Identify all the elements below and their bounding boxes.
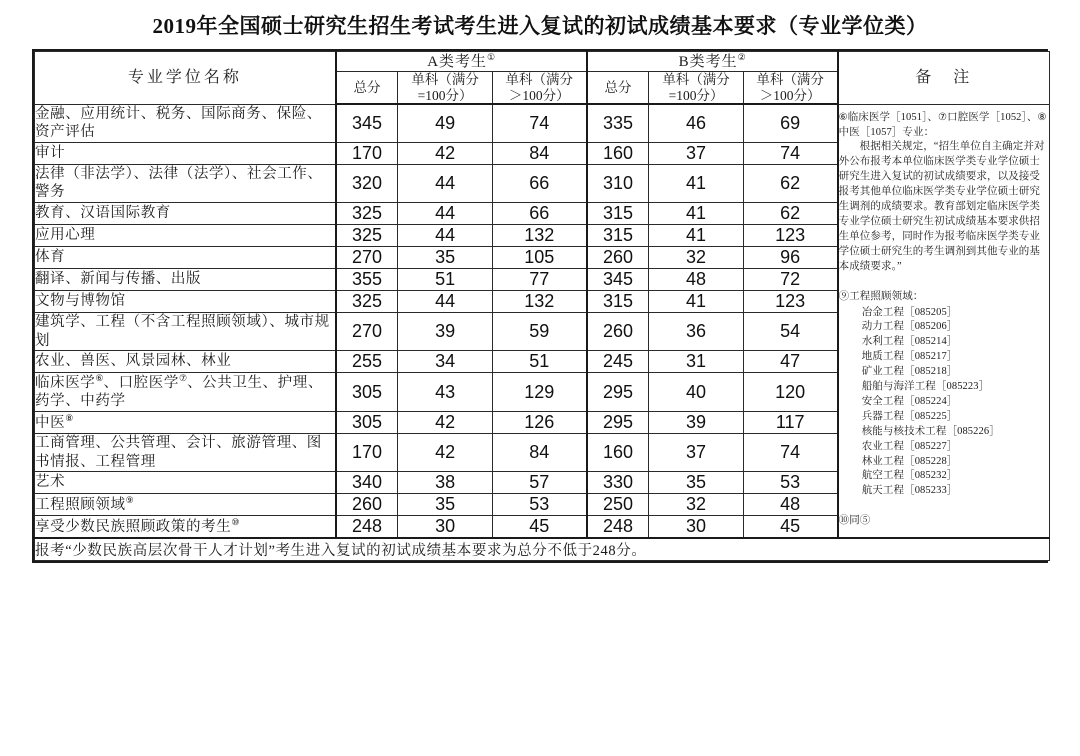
engineering-field-item: 航天工程［085233］ (861, 485, 958, 497)
note-medical-head: ⑥临床医学［1051］、⑦口腔医学［1052］、⑧中医［1057］专业： (838, 111, 1047, 138)
cell-b-single-over100: 47 (743, 351, 837, 373)
header-a-total: 总分 (336, 72, 398, 105)
header-b-single-over100-line2: ＞100分） (759, 87, 821, 103)
cell-b-single-100: 41 (649, 290, 743, 312)
engineering-field-item: 水利工程［085214］ (861, 336, 958, 348)
row-major-name: 艺术 (35, 472, 336, 494)
cell-a-single-100: 34 (398, 351, 492, 373)
row-major-name: 文物与博物馆 (35, 290, 336, 312)
cell-b-total: 160 (587, 142, 649, 164)
cell-a-single-100: 42 (398, 411, 492, 433)
cell-b-total: 295 (587, 373, 649, 412)
cell-a-total: 255 (336, 351, 398, 373)
cell-a-single-over100: 74 (492, 104, 586, 142)
cell-b-single-100: 32 (649, 246, 743, 268)
cell-a-total: 170 (336, 433, 398, 471)
engineering-field-item: 矿业工程［085218］ (861, 366, 958, 378)
header-a-single-over100-line1: 单科（满分 (505, 72, 573, 88)
header-a-single-100 (398, 72, 492, 105)
engineering-field-list (839, 306, 1049, 500)
cell-a-single-100: 42 (398, 433, 492, 471)
header-a-single-100-line1: 单科（满分 (411, 72, 479, 88)
cell-b-total: 315 (587, 224, 649, 246)
row-major-name: 金融、应用统计、税务、国际商务、保险、资产评估 (35, 104, 336, 142)
header-b-single-100 (649, 72, 743, 105)
cell-b-single-over100: 54 (743, 312, 837, 350)
cell-a-single-over100: 132 (492, 224, 586, 246)
cell-a-total: 345 (336, 104, 398, 142)
cell-a-total: 260 (336, 494, 398, 516)
cell-b-single-over100: 74 (743, 433, 837, 471)
cell-b-total: 330 (587, 472, 649, 494)
cell-b-total: 245 (587, 351, 649, 373)
cell-a-single-over100: 126 (492, 411, 586, 433)
header-group-b-superscript: ② (737, 52, 746, 62)
header-group-a (336, 52, 587, 72)
cell-b-single-100: 37 (649, 142, 743, 164)
cell-a-single-100: 35 (398, 246, 492, 268)
score-requirements-table (34, 51, 1050, 561)
cell-b-single-over100: 123 (743, 290, 837, 312)
cell-b-single-over100: 72 (743, 268, 837, 290)
cell-a-single-over100: 66 (492, 202, 586, 224)
row-major-name: 翻译、新闻与传播、出版 (35, 268, 336, 290)
engineering-field-item: 动力工程［085206］ (861, 321, 958, 333)
header-remarks: 备 注 (838, 52, 1050, 105)
cell-b-single-over100: 45 (743, 516, 837, 539)
header-group-b-label: B类考生 (678, 54, 738, 70)
cell-a-total: 270 (336, 246, 398, 268)
cell-a-single-100: 38 (398, 472, 492, 494)
cell-a-single-100: 42 (398, 142, 492, 164)
row-major-name: 享受少数民族照顾政策的考生⑩ (35, 516, 336, 539)
cell-b-single-over100: 69 (743, 104, 837, 142)
cell-b-single-100: 41 (649, 202, 743, 224)
cell-a-single-100: 49 (398, 104, 492, 142)
cell-b-single-over100: 48 (743, 494, 837, 516)
cell-a-total: 170 (336, 142, 398, 164)
remarks-cell (838, 104, 1050, 538)
cell-a-total: 248 (336, 516, 398, 539)
cell-a-total: 340 (336, 472, 398, 494)
header-b-single-over100-line1: 单科（满分 (756, 72, 824, 88)
header-b-single-100-line1: 单科（满分 (662, 72, 730, 88)
cell-a-total: 325 (336, 290, 398, 312)
cell-a-single-over100: 45 (492, 516, 586, 539)
cell-a-total: 305 (336, 411, 398, 433)
cell-b-single-over100: 120 (743, 373, 837, 412)
page-title: 2019年全国硕士研究生招生考试考生进入复试的初试成绩基本要求（专业学位类） (152, 14, 928, 38)
row-major-name: 工商管理、公共管理、会计、旅游管理、图书情报、工程管理 (35, 433, 336, 471)
table-head (35, 52, 1050, 105)
engineering-field-item: 安全工程［085224］ (861, 395, 958, 407)
cell-b-total: 335 (587, 104, 649, 142)
row-major-name: 教育、汉语国际教育 (35, 202, 336, 224)
cell-a-single-100: 43 (398, 373, 492, 412)
cell-b-total: 310 (587, 164, 649, 202)
cell-a-single-100: 44 (398, 202, 492, 224)
cell-a-total: 325 (336, 224, 398, 246)
note-minority: ⑩同⑤ (838, 515, 871, 527)
cell-b-single-100: 36 (649, 312, 743, 350)
header-a-single-over100-line2: ＞100分） (508, 87, 570, 103)
cell-b-single-100: 41 (649, 164, 743, 202)
engineering-field-item: 冶金工程［085205］ (861, 306, 958, 318)
header-group-b (587, 52, 838, 72)
cell-a-single-over100: 84 (492, 142, 586, 164)
header-b-total: 总分 (587, 72, 649, 105)
header-a-single-over100 (492, 72, 586, 105)
note-medical (839, 111, 1049, 275)
cell-b-total: 260 (587, 246, 649, 268)
cell-b-single-over100: 74 (743, 142, 837, 164)
cell-a-single-100: 35 (398, 494, 492, 516)
cell-b-single-100: 48 (649, 268, 743, 290)
cell-a-single-over100: 53 (492, 494, 586, 516)
cell-a-single-100: 44 (398, 290, 492, 312)
cell-a-single-100: 39 (398, 312, 492, 350)
cell-a-single-over100: 59 (492, 312, 586, 350)
cell-b-single-over100: 62 (743, 164, 837, 202)
cell-b-total: 248 (587, 516, 649, 539)
header-a-single-100-line2: =100分） (417, 87, 473, 103)
cell-b-single-100: 41 (649, 224, 743, 246)
row-major-name: 体育 (35, 246, 336, 268)
cell-a-single-over100: 84 (492, 433, 586, 471)
cell-b-single-over100: 123 (743, 224, 837, 246)
cell-a-single-100: 30 (398, 516, 492, 539)
engineering-field-item: 航空工程［085232］ (861, 470, 958, 482)
cell-a-single-over100: 66 (492, 164, 586, 202)
note-engineering-head: ⑨工程照顾领域： (838, 290, 924, 302)
cell-b-single-over100: 62 (743, 202, 837, 224)
header-b-single-over100 (743, 72, 837, 105)
header-major-name: 专业学位名称 (35, 52, 336, 105)
cell-b-single-100: 31 (649, 351, 743, 373)
cell-a-single-100: 51 (398, 268, 492, 290)
row-major-name: 农业、兽医、风景园林、林业 (35, 351, 336, 373)
cell-a-total: 325 (336, 202, 398, 224)
row-major-name: 工程照顾领域⑨ (35, 494, 336, 516)
note-engineering (839, 290, 1049, 500)
header-b-single-100-line2: =100分） (668, 87, 724, 103)
cell-a-total: 305 (336, 373, 398, 412)
cell-a-single-over100: 57 (492, 472, 586, 494)
cell-b-single-100: 37 (649, 433, 743, 471)
cell-b-single-over100: 117 (743, 411, 837, 433)
cell-a-single-100: 44 (398, 224, 492, 246)
header-row-top (35, 52, 1050, 72)
cell-a-single-over100: 51 (492, 351, 586, 373)
cell-b-total: 315 (587, 202, 649, 224)
row-major-name: 临床医学⑥、口腔医学⑦、公共卫生、护理、药学、中药学 (35, 373, 336, 412)
cell-b-single-100: 39 (649, 411, 743, 433)
cell-b-total: 295 (587, 411, 649, 433)
table-body (35, 104, 1050, 560)
cell-a-single-over100: 129 (492, 373, 586, 412)
row-major-name: 应用心理 (35, 224, 336, 246)
cell-a-total: 270 (336, 312, 398, 350)
engineering-field-item: 地质工程［085217］ (861, 351, 958, 363)
footer-row (35, 538, 1050, 561)
cell-b-total: 315 (587, 290, 649, 312)
cell-b-single-100: 46 (649, 104, 743, 142)
engineering-field-item: 兵器工程［085225］ (861, 410, 958, 422)
row-major-name: 审计 (35, 142, 336, 164)
row-major-name: 法律（非法学）、法律（法学）、社会工作、警务 (35, 164, 336, 202)
cell-a-single-100: 44 (398, 164, 492, 202)
cell-b-total: 250 (587, 494, 649, 516)
score-table-container (32, 49, 1048, 563)
header-group-a-superscript: ① (487, 52, 496, 62)
engineering-field-item: 船舶与海洋工程［085223］ (861, 381, 990, 393)
header-group-a-label: A类考生 (427, 54, 488, 70)
cell-a-total: 320 (336, 164, 398, 202)
cell-b-single-over100: 53 (743, 472, 837, 494)
row-major-name: 中医⑧ (35, 411, 336, 433)
engineering-field-item: 林业工程［085228］ (861, 455, 958, 467)
note-medical-body: 根据相关规定，“招生单位自主确定并对外公布报考本单位临床医学类专业学位硕士研究生进入复试的初试成绩要求，以及接受报考其他单位临床医学类专业学位硕士研究生调剂的成绩要求。教育部划定临床医学类专业学位硕士研究生初试成绩基本要求供招生单位参考，同时作为报考临床医学类专业学位硕士研究生的考生调剂到其他专业的基本成绩要求。” (838, 141, 1045, 272)
cell-a-single-over100: 77 (492, 268, 586, 290)
cell-a-single-over100: 105 (492, 246, 586, 268)
cell-b-total: 345 (587, 268, 649, 290)
cell-b-single-100: 35 (649, 472, 743, 494)
cell-b-total: 260 (587, 312, 649, 350)
row-major-name: 建筑学、工程（不含工程照顾领域）、城市规划 (35, 312, 336, 350)
cell-b-single-100: 40 (649, 373, 743, 412)
cell-b-single-100: 32 (649, 494, 743, 516)
footer-note: 报考“少数民族高层次骨干人才计划”考生进入复试的初试成绩基本要求为总分不低于248分。 (35, 538, 1050, 561)
cell-b-total: 160 (587, 433, 649, 471)
cell-a-total: 355 (336, 268, 398, 290)
engineering-field-item: 农业工程［085227］ (861, 440, 958, 452)
cell-a-single-over100: 132 (492, 290, 586, 312)
table-row (35, 104, 1050, 142)
engineering-field-item: 核能与核技术工程［085226］ (861, 425, 1000, 437)
cell-b-single-100: 30 (649, 516, 743, 539)
cell-b-single-over100: 96 (743, 246, 837, 268)
